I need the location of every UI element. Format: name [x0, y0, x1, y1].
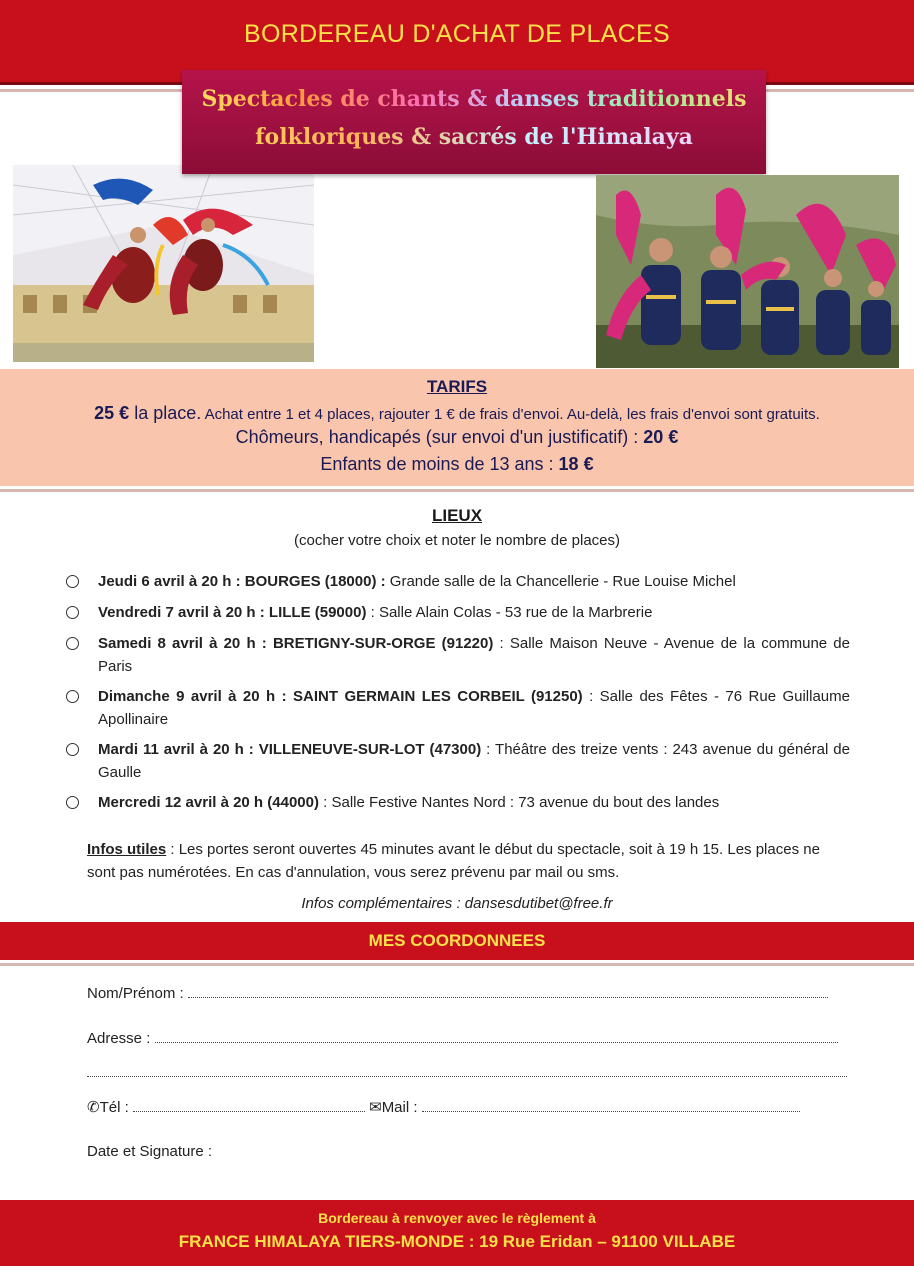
tarif-standard — [0, 403, 914, 424]
radio-circle-icon[interactable] — [66, 606, 79, 619]
venue-address: Grande salle de la Chancellerie - Rue Louise Michel — [385, 573, 736, 590]
banner-line-2: folkloriques & sacrés de l'Himalaya — [182, 124, 766, 150]
tarif-children-label: Enfants de moins de 13 ans : — [320, 454, 559, 474]
address-line-2[interactable] — [87, 1064, 847, 1081]
venue-address: : Salle Maison Neuve - Avenue de la commune de Paris — [98, 635, 850, 675]
venue-address: : Salle des Fêtes - 76 Rue Guillaume Apollinaire — [98, 688, 850, 728]
coordonnees-heading: MES COORDONNEES — [368, 931, 546, 950]
radio-circle-icon[interactable] — [66, 690, 79, 703]
tarif-note: Achat entre 1 et 4 places, rajouter 1 € de frais d'envoi. Au-delà, les frais d'envoi sont gratuits. — [201, 406, 820, 423]
tarif-reduced-price: 20 € — [643, 427, 679, 447]
page-title: BORDEREAU D'ACHAT DE PLACES — [244, 20, 670, 48]
footer-address: FRANCE HIMALAYA TIERS-MONDE : 19 Rue Eridan – 91100 VILLABE — [178, 1232, 736, 1251]
venue-address: : Salle Alain Colas - 53 rue de la Marbrerie — [366, 604, 653, 621]
venue-option-saint-germain[interactable] — [66, 685, 850, 731]
infos-text: : Les portes seront ouvertes 45 minutes avant le début du spectacle, soit à 19 h 15. Les places ne sont pas numérotées. En cas d'annulation, vous serez prévenu par mail ou sms. — [87, 841, 820, 881]
radio-circle-icon[interactable] — [66, 637, 79, 650]
radio-circle-icon[interactable] — [66, 796, 79, 809]
venue-address: : Salle Festive Nantes Nord : 73 avenue du bout des landes — [318, 794, 720, 811]
mail-icon: ✉ — [369, 1099, 382, 1116]
signature-field[interactable] — [87, 1143, 212, 1160]
date-signature-label: Date et Signature : — [87, 1143, 213, 1160]
address-field[interactable] — [87, 1030, 838, 1047]
address-label: Adresse : — [87, 1030, 151, 1047]
tarif-price-suffix: la place. — [129, 403, 202, 423]
venue-date: Jeudi 6 avril à 20 h : BOURGES (18000) : — [98, 573, 386, 590]
venue-option-bourges[interactable] — [66, 570, 850, 593]
footer-instruction: Bordereau à renvoyer avec le règlement à — [318, 1210, 596, 1226]
mail-input-line[interactable] — [422, 1101, 800, 1112]
name-label: Nom/Prénom : — [87, 985, 184, 1002]
tarif-children — [0, 454, 914, 475]
contact-fields[interactable] — [87, 1098, 800, 1116]
tarif-reduced-label: Chômeurs, handicapés (sur envoi d'un justificatif) : — [235, 427, 644, 447]
venue-date: Samedi 8 avril à 20 h : BRETIGNY-SUR-ORGE (91220) — [98, 635, 494, 652]
venue-date: Mercredi 12 avril à 20 h (44000) — [98, 794, 319, 811]
venue-date: Dimanche 9 avril à 20 h : SAINT GERMAIN LES CORBEIL (91250) — [98, 688, 583, 705]
tarifs-section — [0, 369, 914, 486]
phone-icon: ✆ — [87, 1099, 100, 1116]
venue-option-nantes[interactable] — [66, 791, 850, 814]
venue-address: : Théâtre des treize vents : 243 avenue du général de Gaulle — [98, 741, 850, 781]
infos-utiles — [87, 838, 827, 884]
venue-option-bretigny[interactable] — [66, 632, 850, 678]
coordonnees-bar — [0, 922, 914, 960]
event-banner — [182, 70, 766, 174]
venue-option-villeneuve[interactable] — [66, 738, 850, 784]
name-field[interactable] — [87, 985, 828, 1002]
tarif-children-price: 18 € — [558, 454, 594, 474]
lieux-heading: LIEUX — [431, 506, 483, 525]
tel-input-line[interactable] — [133, 1101, 365, 1112]
tarifs-heading: TARIFS — [426, 377, 488, 396]
radio-circle-icon[interactable] — [66, 575, 79, 588]
venue-date: Vendredi 7 avril à 20 h : LILLE (59000) — [98, 604, 367, 621]
dancers-photo-right — [596, 175, 899, 368]
tarif-price-main: 25 € — [94, 403, 130, 423]
infos-label: Infos utiles — [87, 841, 167, 858]
mail-label: Mail : — [381, 1099, 418, 1116]
address-input-line-2[interactable] — [87, 1066, 847, 1077]
tarifs-divider — [0, 489, 914, 492]
tarif-reduced — [0, 427, 914, 448]
venue-option-lille[interactable] — [66, 601, 850, 624]
radio-circle-icon[interactable] — [66, 743, 79, 756]
contact-email-line: Infos complémentaires : dansesdutibet@free.fr — [301, 895, 613, 912]
banner-line-1: Spectacles de chants & danses traditionnels — [182, 86, 766, 112]
name-input-line[interactable] — [188, 987, 828, 998]
lieux-subtitle: (cocher votre choix et noter le nombre de places) — [294, 532, 620, 549]
tel-label: Tél : — [99, 1099, 129, 1116]
dancers-photo-left — [13, 165, 314, 362]
coordonnees-divider — [0, 963, 914, 966]
footer-bar — [0, 1200, 914, 1266]
address-input-line[interactable] — [155, 1032, 838, 1043]
venue-date: Mardi 11 avril à 20 h : VILLENEUVE-SUR-LOT (47300) — [98, 741, 482, 758]
